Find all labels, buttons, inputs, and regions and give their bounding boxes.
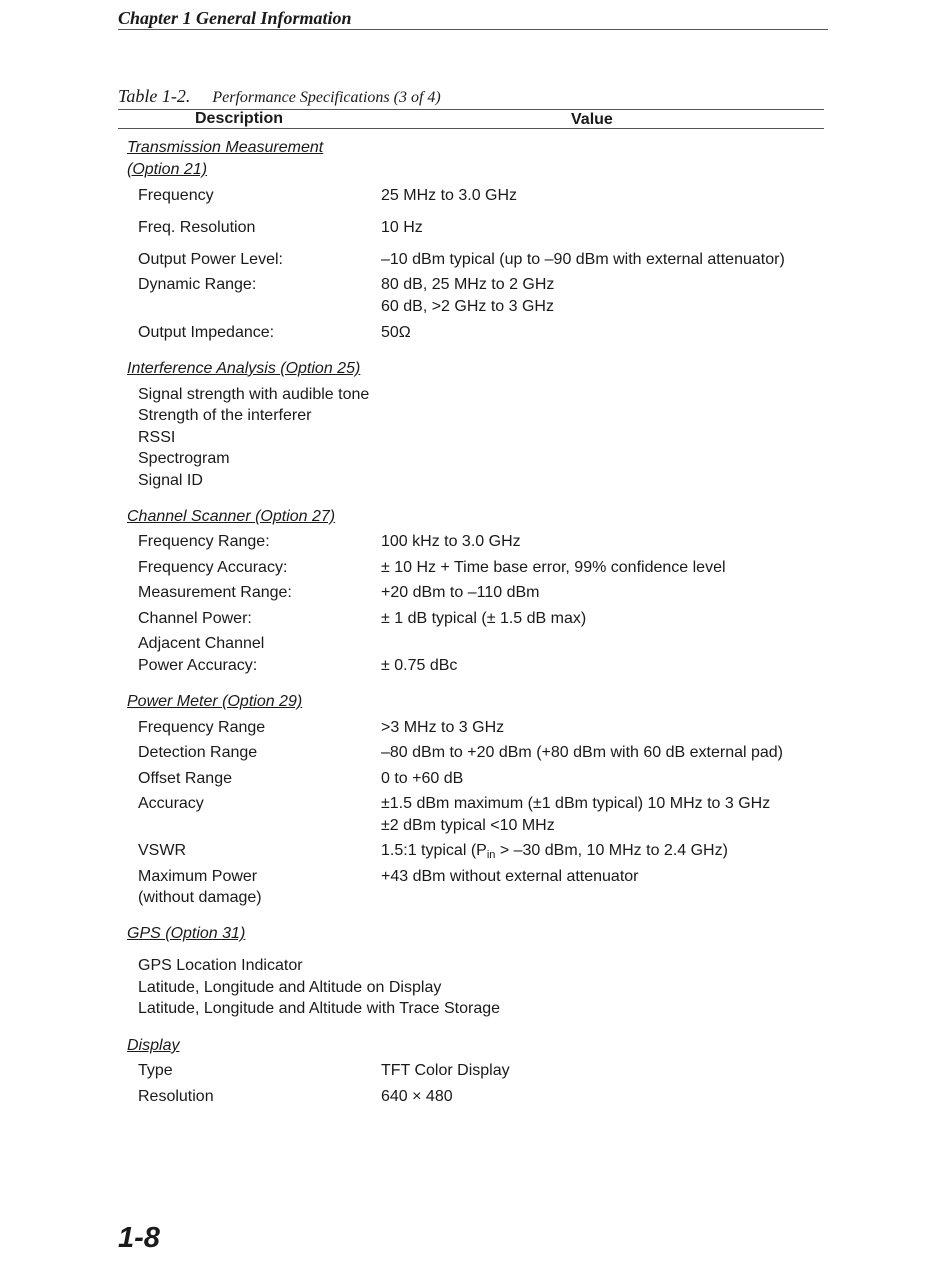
- table-title: Performance Specifications (3 of 4): [212, 89, 441, 106]
- vswr-subscript: in: [486, 849, 496, 861]
- list-item: Spectrogram: [138, 450, 230, 467]
- vswr-prefix: 1.5:1 typical (P: [381, 842, 487, 859]
- list-item: Latitude, Longitude and Altitude with Trace Storage: [138, 1000, 501, 1017]
- spec-label: Adjacent Channel: [138, 635, 265, 652]
- spec-value: ± 1 dB typical (± 1.5 dB max): [381, 610, 587, 627]
- spec-label: Maximum Power: [138, 868, 258, 885]
- list-item: RSSI: [138, 429, 176, 446]
- spec-label: (without damage): [138, 889, 262, 906]
- spec-value: 100 kHz to 3.0 GHz: [381, 533, 521, 550]
- section-title-gps: GPS (Option 31): [127, 925, 246, 942]
- spec-label: VSWR: [138, 842, 186, 859]
- spec-value: 10 Hz: [381, 219, 423, 236]
- spec-label: Offset Range: [138, 770, 232, 787]
- list-item: Latitude, Longitude and Altitude on Display: [138, 979, 442, 996]
- vswr-suffix: > –30 dBm, 10 MHz to 2.4 GHz): [495, 842, 728, 859]
- spec-value: –10 dBm typical (up to –90 dBm with external attenuator): [381, 251, 785, 268]
- spec-label: Power Accuracy:: [138, 657, 258, 674]
- list-item: Strength of the interferer: [138, 407, 312, 424]
- spec-value: –80 dBm to +20 dBm (+80 dBm with 60 dB external pad): [381, 744, 784, 761]
- spec-value: 80 dB, 25 MHz to 2 GHz: [381, 276, 555, 293]
- spec-value: +43 dBm without external attenuator: [381, 868, 639, 885]
- spec-label: Frequency Range: [138, 719, 266, 736]
- page-number: 1-8: [118, 1222, 160, 1254]
- list-item: Signal ID: [138, 472, 203, 489]
- spec-label: Dynamic Range:: [138, 276, 257, 293]
- column-value: Value: [571, 111, 613, 128]
- section-title-transmission: Transmission Measurement: [127, 139, 324, 156]
- chapter-header: Chapter 1 General Information: [118, 8, 828, 30]
- list-item: Signal strength with audible tone: [138, 386, 370, 403]
- spec-label: Frequency Range:: [138, 533, 270, 550]
- section-title-transmission-option: (Option 21): [127, 161, 208, 178]
- spec-label: Resolution: [138, 1088, 214, 1105]
- spec-value: ± 0.75 dBc: [381, 657, 458, 674]
- spec-value: TFT Color Display: [381, 1062, 510, 1079]
- spec-label: Type: [138, 1062, 173, 1079]
- spec-label: Freq. Resolution: [138, 219, 256, 236]
- spec-label: Output Power Level:: [138, 251, 283, 268]
- spec-label: Channel Power:: [138, 610, 252, 627]
- spec-value: ± 10 Hz + Time base error, 99% confidence level: [381, 559, 726, 576]
- spec-label: Measurement Range:: [138, 584, 292, 601]
- section-title-interference: Interference Analysis (Option 25): [127, 360, 361, 377]
- spec-label: Accuracy: [138, 795, 204, 812]
- list-item: GPS Location Indicator: [138, 957, 303, 974]
- spec-label: Frequency Accuracy:: [138, 559, 288, 576]
- section-title-display: Display: [127, 1037, 180, 1054]
- spec-value: ±1.5 dBm maximum (±1 dBm typical) 10 MHz to 3 GHz: [381, 795, 771, 812]
- table-number: Table 1-2.: [118, 86, 191, 106]
- spec-value-vswr: [381, 840, 728, 862]
- spec-value: ±2 dBm typical <10 MHz: [381, 817, 555, 834]
- section-title-power-meter: Power Meter (Option 29): [127, 693, 303, 710]
- spec-value: +20 dBm to –110 dBm: [381, 584, 540, 601]
- spec-value: 0 to +60 dB: [381, 770, 464, 787]
- spec-label: Frequency: [138, 187, 214, 204]
- column-description: Description: [195, 110, 284, 127]
- table-caption: [118, 85, 824, 110]
- spec-value: 50Ω: [381, 324, 411, 341]
- section-title-channel-scanner: Channel Scanner (Option 27): [127, 508, 336, 525]
- spec-value: 25 MHz to 3.0 GHz: [381, 187, 518, 204]
- spec-label: Output Impedance:: [138, 324, 275, 341]
- spec-value: >3 MHz to 3 GHz: [381, 719, 505, 736]
- spec-value: 640 × 480: [381, 1088, 453, 1105]
- spec-label: Detection Range: [138, 744, 258, 761]
- table-column-header: [118, 109, 824, 129]
- spec-value: 60 dB, >2 GHz to 3 GHz: [381, 298, 554, 315]
